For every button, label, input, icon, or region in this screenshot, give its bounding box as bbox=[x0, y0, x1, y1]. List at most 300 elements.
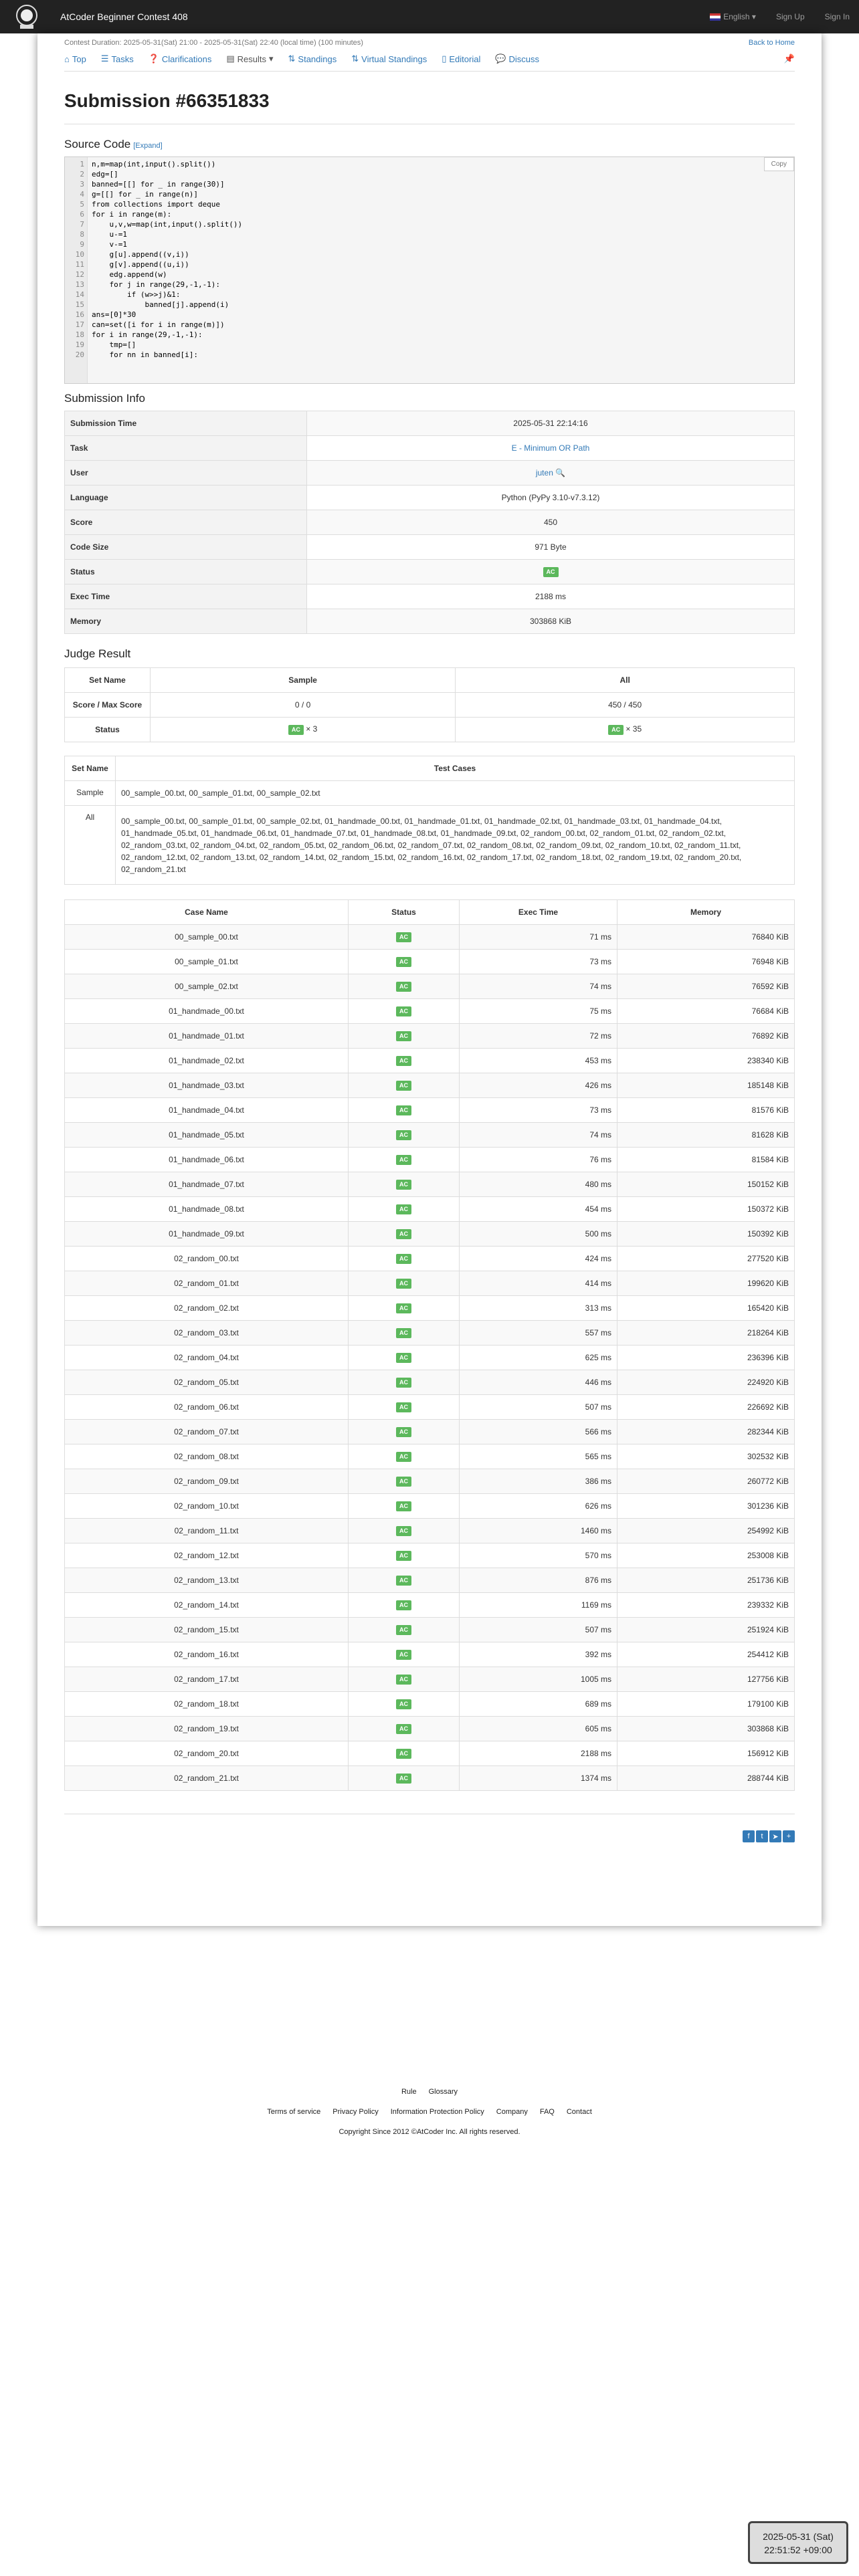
status-badge: AC bbox=[396, 1130, 411, 1140]
case-name: 01_handmade_03.txt bbox=[65, 1073, 349, 1098]
case-status bbox=[349, 1420, 460, 1444]
status-badge: AC bbox=[608, 725, 624, 735]
case-name: 02_random_04.txt bbox=[65, 1346, 349, 1370]
tab-clarifications-label: Clarifications bbox=[161, 53, 212, 64]
case-status bbox=[349, 1296, 460, 1321]
case-memory: 179100 KiB bbox=[617, 1692, 795, 1717]
status-badge: AC bbox=[396, 982, 411, 992]
line-number: 12 bbox=[75, 270, 84, 279]
info-key: Code Size bbox=[65, 535, 307, 560]
twitter-share-icon[interactable]: t bbox=[756, 1830, 768, 1842]
case-name: 02_random_09.txt bbox=[65, 1469, 349, 1494]
footer-link[interactable]: Glossary bbox=[428, 2088, 458, 2096]
line-number: 16 bbox=[75, 310, 84, 319]
line-number: 11 bbox=[75, 260, 84, 269]
case-exec-time: 73 ms bbox=[460, 1098, 617, 1123]
case-exec-time: 605 ms bbox=[460, 1717, 617, 1741]
case-status bbox=[349, 1618, 460, 1642]
line-number: 13 bbox=[75, 280, 84, 289]
status-badge: AC bbox=[396, 1526, 411, 1536]
table-row bbox=[65, 1073, 795, 1098]
table-row bbox=[65, 1247, 795, 1271]
info-value bbox=[307, 411, 795, 436]
info-row bbox=[65, 486, 795, 510]
case-status bbox=[349, 1049, 460, 1073]
page-footer bbox=[0, 2088, 859, 2136]
case-name: 02_random_18.txt bbox=[65, 1692, 349, 1717]
footer-link[interactable]: Information Protection Policy bbox=[390, 2108, 484, 2116]
sign-in-link[interactable]: Sign In bbox=[824, 12, 850, 21]
case-exec-time: 453 ms bbox=[460, 1049, 617, 1073]
info-row bbox=[65, 436, 795, 461]
status-badge: AC bbox=[396, 932, 411, 942]
tab-results-label: Results bbox=[237, 53, 266, 64]
case-name: 01_handmade_09.txt bbox=[65, 1222, 349, 1247]
case-exec-time: 426 ms bbox=[460, 1073, 617, 1098]
case-status bbox=[349, 1098, 460, 1123]
line-number: 7 bbox=[80, 220, 84, 229]
code-line: u,v,w=map(int,input().split()) bbox=[92, 220, 243, 229]
code-line: u-=1 bbox=[92, 230, 127, 239]
tab-top[interactable] bbox=[64, 54, 86, 64]
case-name: 01_handmade_05.txt bbox=[65, 1123, 349, 1148]
judge-result-table bbox=[64, 667, 795, 742]
tab-tasks[interactable] bbox=[101, 53, 134, 64]
case-status bbox=[349, 1519, 460, 1543]
case-memory: 251924 KiB bbox=[617, 1618, 795, 1642]
status-badge: AC bbox=[396, 1749, 411, 1759]
case-memory: 185148 KiB bbox=[617, 1073, 795, 1098]
flag-icon bbox=[710, 13, 721, 21]
code-line: can=set([i for i in range(m)]) bbox=[92, 320, 225, 329]
case-exec-time: 557 ms bbox=[460, 1321, 617, 1346]
info-key: Language bbox=[65, 486, 307, 510]
case-name: 00_sample_00.txt bbox=[65, 925, 349, 950]
case-memory: 150392 KiB bbox=[617, 1222, 795, 1247]
share-buttons bbox=[64, 1830, 795, 1842]
set-all-name: All bbox=[65, 806, 116, 885]
footer-link[interactable]: Rule bbox=[401, 2088, 417, 2096]
info-key: Score bbox=[65, 510, 307, 535]
case-name: 02_random_14.txt bbox=[65, 1593, 349, 1618]
table-row bbox=[65, 1618, 795, 1642]
tab-clarifications[interactable] bbox=[149, 53, 212, 64]
status-badge: AC bbox=[396, 1006, 411, 1016]
case-exec-time: 71 ms bbox=[460, 925, 617, 950]
set-all-cases: 00_sample_00.txt, 00_sample_01.txt, 00_sample_02.txt, 01_handmade_00.txt, 01_handmade_01.txt, 01_handmade_02.txt, 01_handmade_03.txt, 01_handmade_04.txt, 01_handmade_05.txt, 01_handmade_06.txt, 01_handmade_07.txt, 01_handmade_08.txt, 01_handmade_09.txt, 02_random_00.txt, 02_random_01.txt, 02_random_02.txt, 02_random_03.txt, 02_random_04.txt, 02_random_05.txt, 02_random_06.txt, 02_random_07.txt, 02_random_08.txt, 02_random_09.txt, 02_random_10.txt, 02_random_11.txt, 02_random_12.txt, 02_random_13.txt, 02_random_14.txt, 02_random_15.txt, 02_random_16.txt, 02_random_17.txt, 02_random_18.txt, 02_random_19.txt, 02_random_20.txt, 02_random_21.txt bbox=[116, 806, 795, 885]
case-name: 02_random_21.txt bbox=[65, 1766, 349, 1791]
case-status bbox=[349, 1543, 460, 1568]
info-value bbox=[307, 609, 795, 634]
footer-link[interactable]: Company bbox=[496, 2108, 528, 2116]
case-status bbox=[349, 925, 460, 950]
comment-icon: 💬 bbox=[495, 53, 506, 64]
source-code-heading bbox=[64, 138, 795, 151]
case-name: 01_handmade_04.txt bbox=[65, 1098, 349, 1123]
status-badge: AC bbox=[396, 1402, 411, 1412]
line-number: 4 bbox=[80, 190, 84, 199]
case-status bbox=[349, 1766, 460, 1791]
page-title: Submission #66351833 bbox=[64, 90, 270, 111]
case-status bbox=[349, 1197, 460, 1222]
case-exec-time: 876 ms bbox=[460, 1568, 617, 1593]
case-status bbox=[349, 1024, 460, 1049]
case-status bbox=[349, 1247, 460, 1271]
status-badge: AC bbox=[396, 957, 411, 967]
case-memory: 260772 KiB bbox=[617, 1469, 795, 1494]
line-number: 10 bbox=[75, 250, 84, 259]
table-row bbox=[65, 1296, 795, 1321]
status-badge: AC bbox=[396, 1774, 411, 1784]
status-badge: AC bbox=[396, 1155, 411, 1165]
status-badge: AC bbox=[396, 1650, 411, 1660]
case-name: 02_random_10.txt bbox=[65, 1494, 349, 1519]
table-row bbox=[65, 1766, 795, 1791]
sign-up-link[interactable]: Sign Up bbox=[775, 12, 805, 21]
status-badge: AC bbox=[396, 1501, 411, 1511]
line-number: 9 bbox=[80, 240, 84, 249]
info-value bbox=[307, 560, 795, 584]
case-name: 02_random_19.txt bbox=[65, 1717, 349, 1741]
table-row bbox=[65, 1098, 795, 1123]
status-badge: AC bbox=[396, 1353, 411, 1363]
sample-score: 0 / 0 bbox=[151, 693, 456, 718]
sample-count: × 3 bbox=[306, 724, 318, 734]
table-row bbox=[65, 1717, 795, 1741]
case-name: 01_handmade_00.txt bbox=[65, 999, 349, 1024]
case-name: 01_handmade_01.txt bbox=[65, 1024, 349, 1049]
line-number: 18 bbox=[75, 330, 84, 339]
home-icon: ⌂ bbox=[64, 53, 70, 64]
set-sample-name: Sample bbox=[65, 781, 116, 806]
case-exec-time: 75 ms bbox=[460, 999, 617, 1024]
case-status bbox=[349, 1123, 460, 1148]
info-key: Submission Time bbox=[65, 411, 307, 436]
case-status bbox=[349, 1321, 460, 1346]
case-memory: 81584 KiB bbox=[617, 1148, 795, 1172]
case-memory: 236396 KiB bbox=[617, 1346, 795, 1370]
list-alt-icon: ▤ bbox=[226, 53, 235, 64]
case-name: 02_random_05.txt bbox=[65, 1370, 349, 1395]
status-badge: AC bbox=[396, 1254, 411, 1264]
language-dropdown[interactable]: English ▾ bbox=[710, 12, 756, 21]
code-line: v-=1 bbox=[92, 240, 127, 249]
case-status bbox=[349, 1469, 460, 1494]
back-to-home-link[interactable]: Back to Home bbox=[748, 39, 795, 47]
case-exec-time: 74 ms bbox=[460, 974, 617, 999]
info-value bbox=[307, 486, 795, 510]
case-status bbox=[349, 1222, 460, 1247]
case-memory: 156912 KiB bbox=[617, 1741, 795, 1766]
more-share-icon[interactable]: + bbox=[783, 1830, 795, 1842]
case-status bbox=[349, 1172, 460, 1197]
table-row bbox=[65, 1197, 795, 1222]
table-row bbox=[65, 1346, 795, 1370]
footer-link[interactable]: Terms of service bbox=[267, 2108, 321, 2116]
case-memory: 81576 KiB bbox=[617, 1098, 795, 1123]
case-exec-time: 500 ms bbox=[460, 1222, 617, 1247]
top-navbar bbox=[0, 0, 859, 33]
case-status bbox=[349, 1568, 460, 1593]
case-memory: 81628 KiB bbox=[617, 1123, 795, 1148]
table-row bbox=[65, 1222, 795, 1247]
contest-nav-tabs bbox=[64, 53, 795, 72]
contest-duration: Contest Duration: 2025-05-31(Sat) 21:00 - 2025-05-31(Sat) 22:40 (local time) (100 minutes) bbox=[64, 39, 363, 47]
judge-all-header: All bbox=[456, 668, 795, 693]
case-exec-time: 1005 ms bbox=[460, 1667, 617, 1692]
all-status bbox=[456, 718, 795, 742]
case-name: 02_random_02.txt bbox=[65, 1296, 349, 1321]
copy-button[interactable]: Copy bbox=[764, 157, 794, 171]
info-key: Task bbox=[65, 436, 307, 461]
info-key: Status bbox=[65, 560, 307, 584]
footer-link[interactable]: Contact bbox=[566, 2108, 592, 2116]
status-badge: AC bbox=[396, 1105, 411, 1115]
code-line: g=[[] for _ in range(n)] bbox=[92, 190, 198, 199]
pin-icon[interactable]: 📌 bbox=[783, 53, 795, 64]
tab-discuss[interactable] bbox=[495, 53, 539, 64]
source-code-box[interactable] bbox=[64, 156, 795, 384]
table-row bbox=[65, 1444, 795, 1469]
case-memory: 76592 KiB bbox=[617, 974, 795, 999]
info-value bbox=[307, 535, 795, 560]
case-status bbox=[349, 974, 460, 999]
set-sample-cases: 00_sample_00.txt, 00_sample_01.txt, 00_sample_02.txt bbox=[116, 781, 795, 806]
info-key: Memory bbox=[65, 609, 307, 634]
footer-link[interactable]: Privacy Policy bbox=[332, 2108, 379, 2116]
info-row bbox=[65, 609, 795, 634]
tab-tasks-label: Tasks bbox=[111, 53, 134, 64]
table-row bbox=[65, 1667, 795, 1692]
status-badge: AC bbox=[396, 1378, 411, 1388]
case-status bbox=[349, 1346, 460, 1370]
source-code-heading-text: Source Code bbox=[64, 138, 131, 150]
table-row bbox=[65, 1568, 795, 1593]
facebook-share-icon[interactable]: f bbox=[743, 1830, 755, 1842]
line-number: 15 bbox=[75, 300, 84, 309]
info-row bbox=[65, 560, 795, 584]
code-line: for nn in banned[i]: bbox=[92, 350, 198, 359]
fixed-clock bbox=[748, 2521, 848, 2564]
code-lines bbox=[92, 159, 794, 360]
telegram-share-icon[interactable]: ➤ bbox=[769, 1830, 781, 1842]
case-exec-time: 1169 ms bbox=[460, 1593, 617, 1618]
info-row bbox=[65, 411, 795, 436]
memory-header: Memory bbox=[617, 900, 795, 925]
case-exec-time: 392 ms bbox=[460, 1642, 617, 1667]
case-name: 02_random_06.txt bbox=[65, 1395, 349, 1420]
case-name: 01_handmade_07.txt bbox=[65, 1172, 349, 1197]
user-link[interactable]: juten bbox=[535, 468, 553, 477]
tab-editorial[interactable] bbox=[442, 53, 480, 64]
info-value bbox=[307, 436, 795, 461]
table-row bbox=[65, 925, 795, 950]
case-status bbox=[349, 1692, 460, 1717]
case-status bbox=[349, 1148, 460, 1172]
line-number: 20 bbox=[75, 350, 84, 359]
table-row bbox=[65, 1172, 795, 1197]
case-exec-time: 414 ms bbox=[460, 1271, 617, 1296]
question-icon: ❓ bbox=[148, 53, 159, 64]
case-exec-time: 507 ms bbox=[460, 1395, 617, 1420]
case-memory: 218264 KiB bbox=[617, 1321, 795, 1346]
exec-time-header: Exec Time bbox=[460, 900, 617, 925]
code-line: ans=[0]*30 bbox=[92, 310, 136, 319]
status-badge: AC bbox=[288, 725, 304, 735]
sample-status bbox=[151, 718, 456, 742]
case-memory: 224920 KiB bbox=[617, 1370, 795, 1395]
case-name: 02_random_13.txt bbox=[65, 1568, 349, 1593]
case-name: 02_random_03.txt bbox=[65, 1321, 349, 1346]
status-badge: AC bbox=[396, 1699, 411, 1709]
table-row bbox=[65, 1494, 795, 1519]
tab-virtual-standings-label: Virtual Standings bbox=[361, 53, 427, 64]
case-exec-time: 2188 ms bbox=[460, 1741, 617, 1766]
table-row bbox=[65, 1469, 795, 1494]
clock-time: 22:51:52 +09:00 bbox=[764, 2545, 832, 2555]
case-name: 02_random_17.txt bbox=[65, 1667, 349, 1692]
footer-link[interactable]: FAQ bbox=[539, 2108, 555, 2116]
main-container bbox=[37, 33, 822, 1926]
case-memory: 302532 KiB bbox=[617, 1444, 795, 1469]
case-exec-time: 74 ms bbox=[460, 1123, 617, 1148]
case-name: 02_random_20.txt bbox=[65, 1741, 349, 1766]
sets-cases-header: Test Cases bbox=[116, 756, 795, 781]
case-memory: 277520 KiB bbox=[617, 1247, 795, 1271]
case-exec-time: 424 ms bbox=[460, 1247, 617, 1271]
code-line: g[u].append((v,i)) bbox=[92, 250, 189, 259]
contest-brand[interactable]: AtCoder Beginner Contest 408 bbox=[60, 11, 188, 22]
info-row bbox=[65, 584, 795, 609]
info-value-text: 971 Byte bbox=[535, 542, 567, 552]
status-badge: AC bbox=[396, 1427, 411, 1437]
expand-link[interactable]: [Expand] bbox=[133, 142, 163, 150]
case-memory: 253008 KiB bbox=[617, 1543, 795, 1568]
info-value-text: 2025-05-31 22:14:16 bbox=[513, 419, 588, 428]
case-exec-time: 570 ms bbox=[460, 1543, 617, 1568]
case-memory: 254412 KiB bbox=[617, 1642, 795, 1667]
line-number: 6 bbox=[80, 210, 84, 219]
info-value bbox=[307, 461, 795, 486]
case-memory: 301236 KiB bbox=[617, 1494, 795, 1519]
table-row bbox=[65, 1642, 795, 1667]
case-status bbox=[349, 1494, 460, 1519]
case-name: 02_random_15.txt bbox=[65, 1618, 349, 1642]
line-number: 14 bbox=[75, 290, 84, 299]
case-memory: 303868 KiB bbox=[617, 1717, 795, 1741]
case-exec-time: 386 ms bbox=[460, 1469, 617, 1494]
info-row bbox=[65, 535, 795, 560]
case-name: 02_random_01.txt bbox=[65, 1271, 349, 1296]
info-row bbox=[65, 461, 795, 486]
line-number: 5 bbox=[80, 200, 84, 209]
status-badge: AC bbox=[396, 1675, 411, 1685]
case-exec-time: 446 ms bbox=[460, 1370, 617, 1395]
case-name: 02_random_11.txt bbox=[65, 1519, 349, 1543]
status-badge: AC bbox=[396, 1056, 411, 1066]
status-badge: AC bbox=[396, 1279, 411, 1289]
case-status bbox=[349, 950, 460, 974]
info-value-text: Python (PyPy 3.10-v7.3.12) bbox=[501, 493, 600, 502]
case-memory: 199620 KiB bbox=[617, 1271, 795, 1296]
info-key: User bbox=[65, 461, 307, 486]
submission-info-table bbox=[64, 411, 795, 634]
code-line: banned=[[] for _ in range(30)] bbox=[92, 180, 225, 189]
status-badge: AC bbox=[396, 1576, 411, 1586]
all-score: 450 / 450 bbox=[456, 693, 795, 718]
case-exec-time: 72 ms bbox=[460, 1024, 617, 1049]
clock-date: 2025-05-31 (Sat) bbox=[763, 2531, 834, 2542]
case-memory: 150372 KiB bbox=[617, 1197, 795, 1222]
atcoder-logo[interactable] bbox=[9, 2, 44, 31]
code-line: n,m=map(int,input().split()) bbox=[92, 160, 216, 169]
table-row bbox=[65, 1519, 795, 1543]
search-icon[interactable]: 🔍 bbox=[553, 468, 566, 477]
tab-editorial-label: Editorial bbox=[449, 53, 481, 64]
status-badge: AC bbox=[396, 1180, 411, 1190]
case-status bbox=[349, 1395, 460, 1420]
case-name: 01_handmade_08.txt bbox=[65, 1197, 349, 1222]
table-row bbox=[65, 999, 795, 1024]
status-badge: AC bbox=[396, 1081, 411, 1091]
table-row bbox=[65, 974, 795, 999]
code-line: from collections import deque bbox=[92, 200, 221, 209]
status-badge: AC bbox=[396, 1625, 411, 1635]
info-key: Exec Time bbox=[65, 584, 307, 609]
line-number: 2 bbox=[80, 170, 84, 179]
code-line: for j in range(29,-1,-1): bbox=[92, 280, 221, 289]
table-row bbox=[65, 1148, 795, 1172]
case-exec-time: 1374 ms bbox=[460, 1766, 617, 1791]
case-exec-time: 454 ms bbox=[460, 1197, 617, 1222]
info-value-text: 2188 ms bbox=[535, 592, 567, 601]
all-count: × 35 bbox=[626, 724, 642, 734]
table-row bbox=[65, 1049, 795, 1073]
case-status bbox=[349, 1741, 460, 1766]
case-memory: 254992 KiB bbox=[617, 1519, 795, 1543]
case-status bbox=[349, 1642, 460, 1667]
table-row bbox=[65, 1420, 795, 1444]
tab-virtual-standings[interactable] bbox=[351, 53, 427, 64]
judge-sample-header: Sample bbox=[151, 668, 456, 693]
task-link[interactable]: E - Minimum OR Path bbox=[511, 443, 590, 453]
info-value-text: 303868 KiB bbox=[529, 617, 572, 626]
language-label: English bbox=[723, 12, 750, 21]
line-number: 3 bbox=[80, 180, 84, 189]
tab-standings[interactable] bbox=[288, 53, 337, 64]
code-line: for i in range(m): bbox=[92, 210, 172, 219]
score-label: Score / Max Score bbox=[65, 693, 151, 718]
status-badge: AC bbox=[396, 1303, 411, 1313]
code-line: if (w>>j)&1: bbox=[92, 290, 181, 299]
code-line: edg.append(w) bbox=[92, 270, 167, 279]
line-number-gutter bbox=[65, 157, 88, 383]
case-status bbox=[349, 1717, 460, 1741]
case-memory: 76948 KiB bbox=[617, 950, 795, 974]
sets-name-header: Set Name bbox=[65, 756, 116, 781]
status-badge: AC bbox=[396, 1031, 411, 1041]
case-name: 00_sample_01.txt bbox=[65, 950, 349, 974]
info-value bbox=[307, 510, 795, 535]
table-row bbox=[65, 1395, 795, 1420]
case-exec-time: 313 ms bbox=[460, 1296, 617, 1321]
tab-results[interactable]: ▤ Results ▾ bbox=[226, 53, 274, 64]
case-results-table bbox=[64, 899, 795, 1791]
status-badge: AC bbox=[396, 1452, 411, 1462]
line-number: 17 bbox=[75, 320, 84, 329]
code-line: g[v].append((u,i)) bbox=[92, 260, 189, 269]
case-exec-time: 565 ms bbox=[460, 1444, 617, 1469]
